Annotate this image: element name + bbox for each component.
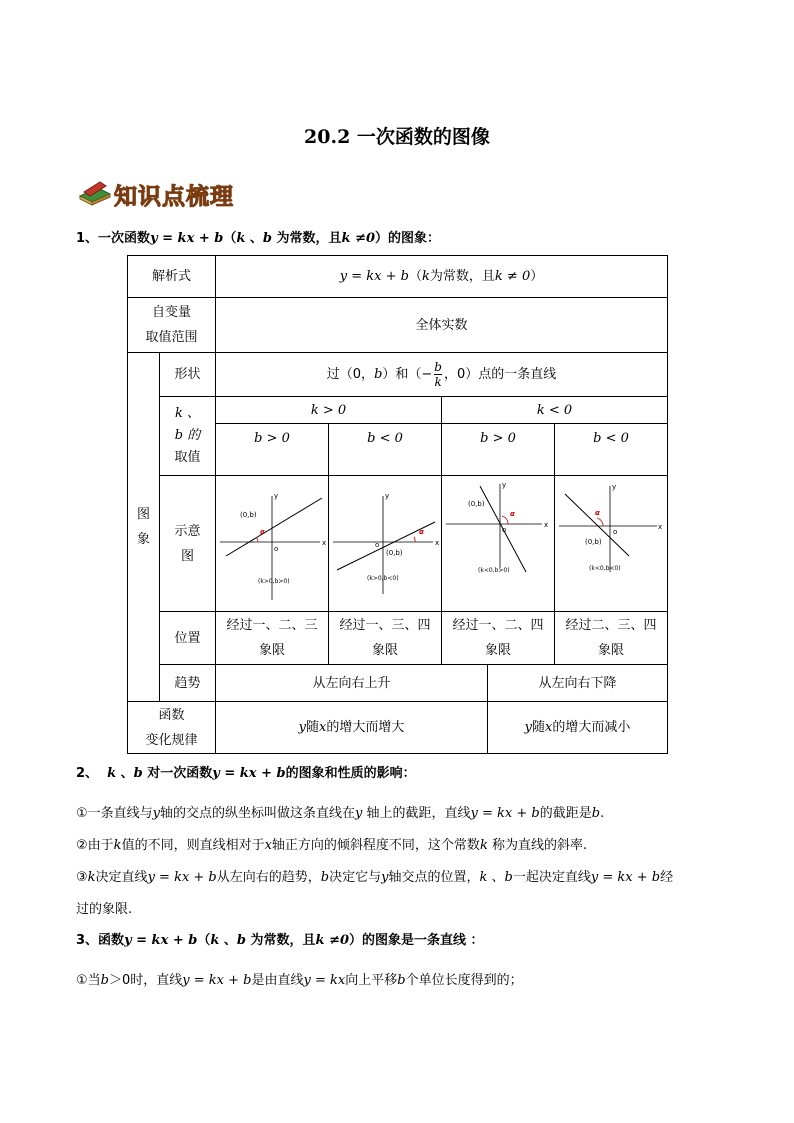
- cell-trend-up: 从左向右上升: [216, 665, 488, 702]
- item-text: ＞0时，直线: [109, 973, 183, 988]
- cell-trend-down: 从左向右下降: [488, 665, 668, 702]
- expression-condition: k ≠ 0: [494, 269, 531, 284]
- item-var: b: [100, 973, 109, 988]
- graph-caption: (k<0,b<0): [589, 565, 621, 572]
- position-4-line1: 经过二、三、四: [565, 618, 657, 633]
- graph-label-line1: 图: [136, 507, 150, 522]
- item-text: 决定直线: [95, 870, 148, 885]
- x-axis-label: x: [658, 523, 663, 531]
- section-3-b: b: [236, 933, 247, 948]
- section-2-tail: 的图象和性质的影响：: [285, 766, 416, 781]
- fraction-numerator: b: [434, 360, 442, 374]
- diagram-label-line1: 示意: [174, 523, 201, 539]
- item-2-1: [76, 802, 604, 821]
- rule-inc-end: 的增大而增大: [326, 720, 405, 735]
- item-var: b: [504, 870, 513, 885]
- cell-graph-1: [216, 476, 329, 612]
- section-2-mid: 对一次函数: [142, 766, 213, 781]
- origin-label: o: [613, 528, 618, 536]
- x-axis-label: x: [435, 539, 440, 547]
- alpha-label: α: [419, 528, 424, 536]
- cell-position-3: [442, 612, 555, 665]
- cell-position-1: [216, 612, 329, 665]
- item-text: 经: [660, 870, 674, 885]
- cell-domain-value: 全体实数: [216, 298, 668, 353]
- item-var: b: [397, 973, 406, 988]
- section-3-pre: 函数: [98, 933, 125, 948]
- rule-dec-mid: 随: [532, 720, 546, 735]
- cell-expression-value: [216, 256, 668, 298]
- rule-label-line2: 变化规律: [145, 732, 198, 748]
- domain-label-line2: 取值范围: [145, 330, 198, 345]
- rule-label-line1: 函数: [158, 707, 185, 723]
- cell-rule-label: [128, 702, 216, 754]
- x-axis-label: x: [544, 521, 549, 529]
- item-2-2: [76, 834, 587, 853]
- section-3-k: k: [210, 933, 220, 948]
- position-4-line2: 象限: [598, 643, 625, 658]
- graph-kneg-bneg: [557, 476, 665, 602]
- item-var: k: [479, 870, 488, 885]
- angle-arc: [597, 518, 603, 526]
- graph-kpos-bpos: [218, 476, 326, 602]
- item-var: y: [152, 806, 161, 821]
- cell-b-negative-2: b < 0: [555, 424, 668, 476]
- item-var: y: [355, 806, 363, 821]
- cell-b-positive-2: b > 0: [442, 424, 555, 476]
- cell-graph-2: [329, 476, 442, 612]
- rule-inc-x: x: [319, 720, 327, 735]
- section-1-tail: ）的图象：: [375, 231, 441, 246]
- rule-inc-y: y: [298, 720, 306, 735]
- section-2-heading: [76, 762, 416, 781]
- expression-close: ）: [530, 269, 544, 284]
- intercept-label: (0,b): [468, 500, 485, 508]
- item-var: x: [264, 838, 272, 853]
- table-row: [128, 353, 668, 397]
- item-text: 称为直线的斜率.: [487, 838, 588, 853]
- alpha-label: α: [260, 528, 265, 536]
- cell-position-2: [329, 612, 442, 665]
- diagram-label-line2: 图: [181, 548, 195, 564]
- shape-b: b: [374, 367, 383, 382]
- table-row: [128, 298, 668, 353]
- cell-shape-label: 形状: [160, 353, 216, 397]
- y-axis-label: y: [502, 481, 507, 489]
- position-1-line1: 经过一、二、三: [226, 618, 318, 633]
- cell-graph-3: [442, 476, 555, 612]
- item-2-3-continued: 过的象限.: [76, 902, 133, 917]
- item-var: y: [381, 870, 389, 885]
- position-2-line2: 象限: [372, 643, 399, 658]
- item-marker: ①: [76, 973, 88, 988]
- item-var: k: [113, 838, 122, 853]
- item-marker: ③: [76, 870, 88, 885]
- item-var: b: [591, 806, 601, 821]
- section-3-condition: k ≠0: [315, 933, 350, 948]
- section-2-number: 2、: [76, 766, 99, 781]
- table-row: [128, 256, 668, 298]
- table-row: [128, 397, 668, 424]
- angle-arc: [502, 516, 508, 524]
- item-text: 是由直线: [251, 973, 304, 988]
- alpha-label: α: [510, 510, 515, 518]
- section-3-number: 3、: [76, 933, 99, 948]
- item-2-3: [76, 866, 673, 885]
- item-text: 轴正方向的倾斜程度不同，这个常数: [271, 838, 480, 853]
- section-2-b: b: [133, 766, 143, 781]
- shape-mid: ）和（−: [382, 367, 433, 382]
- section-3-constants: 为常数，且: [246, 933, 316, 948]
- section-1-condition: k ≠0: [341, 231, 376, 246]
- book-icon: [78, 178, 112, 206]
- section-1-sep: 、: [245, 231, 263, 246]
- origin-label: o: [375, 541, 380, 549]
- cell-k-positive: k > 0: [216, 397, 442, 424]
- expression-k: k: [422, 269, 430, 284]
- position-1-line2: 象限: [259, 643, 286, 658]
- graph-caption: (k>0,b>0): [258, 578, 290, 585]
- shape-pre: 过（0，: [326, 367, 375, 382]
- item-text: 一起决定直线: [512, 870, 591, 885]
- item-formula: y = kx: [303, 973, 346, 988]
- item-formula: y = kx + b: [590, 870, 661, 885]
- item-marker: ②: [76, 838, 88, 853]
- section-3-sep: 、: [219, 933, 237, 948]
- kb-label-line2: b 的: [174, 428, 201, 443]
- intercept-label: (0,b): [585, 538, 602, 546]
- section-3-formula: y = kx + b: [124, 933, 198, 948]
- angle-arc: [257, 538, 259, 543]
- item-formula: y = kx + b: [470, 806, 540, 821]
- item-text: 决定它与: [329, 870, 382, 885]
- origin-label: o: [274, 545, 279, 553]
- y-axis-label: y: [274, 492, 279, 500]
- fraction-denominator: k: [434, 375, 442, 389]
- cell-graph-label: [128, 353, 160, 702]
- item-text: 、: [487, 870, 505, 885]
- table-row: [128, 612, 668, 665]
- item-var: k: [479, 838, 488, 853]
- kb-label-line1: k 、: [175, 406, 201, 421]
- x-axis-label: x: [322, 539, 327, 547]
- section-1-pre: 一次函数: [98, 231, 151, 246]
- cell-k-negative: k < 0: [442, 397, 668, 424]
- section-1-b: b: [262, 231, 273, 246]
- cell-b-negative-1: b < 0: [329, 424, 442, 476]
- cell-kb-label: [160, 397, 216, 476]
- item-text: 值的不同，则直线相对于: [121, 838, 265, 853]
- y-axis-label: y: [385, 492, 390, 500]
- function-graph-table: [127, 255, 668, 754]
- kb-label-line3: 取值: [174, 450, 201, 465]
- section-2-sep: 、: [116, 766, 134, 781]
- item-marker: ①: [76, 806, 88, 821]
- position-3-line1: 经过一、二、四: [452, 618, 544, 633]
- item-text: 轴交点的位置，: [388, 870, 480, 885]
- graph-label-line2: 象: [136, 532, 150, 547]
- expression-note: 为常数，且: [429, 269, 495, 284]
- item-formula: y = kx + b: [147, 870, 217, 885]
- item-text: 当: [87, 973, 101, 988]
- section-1-k: k: [236, 231, 246, 246]
- cell-diagram-label: [160, 476, 216, 612]
- item-text: 由于: [87, 838, 114, 853]
- item-var: k: [87, 870, 96, 885]
- graph-caption: (k>0,b<0): [367, 575, 399, 582]
- item-text: .: [600, 806, 605, 821]
- expression-formula: y = kx + b: [339, 269, 409, 284]
- table-row: [128, 476, 668, 612]
- rule-dec-end: 的增大而减小: [552, 720, 631, 735]
- graph-kneg-bpos: [444, 476, 552, 602]
- item-formula: y = kx + b: [182, 973, 252, 988]
- position-2-line1: 经过一、三、四: [339, 618, 431, 633]
- section-1-constants: 为常数，且: [272, 231, 342, 246]
- shape-post: ，0）点的一条直线: [443, 367, 557, 382]
- cell-rule-decrease: [488, 702, 668, 754]
- graph-kpos-bneg: [331, 476, 439, 602]
- cell-b-positive-1: b > 0: [216, 424, 329, 476]
- table-row: [128, 665, 668, 702]
- section-1-formula: y = kx + b: [150, 231, 224, 246]
- item-3-1: [76, 969, 523, 988]
- table-row: [128, 702, 668, 754]
- cell-graph-4: [555, 476, 668, 612]
- section-2-formula: y = kx + b: [212, 766, 286, 781]
- y-axis-label: y: [612, 483, 617, 491]
- angle-arc: [414, 537, 415, 542]
- fraction-b-over-k: [434, 360, 442, 389]
- section-1-open: （: [223, 231, 237, 246]
- graph-caption: (k<0,b>0): [478, 567, 510, 574]
- section-2-k: k: [107, 766, 117, 781]
- section-3-tail: ）的图象是一条直线 ：: [349, 933, 484, 948]
- origin-label: o: [502, 526, 507, 534]
- cell-domain-label: [128, 298, 216, 353]
- intercept-label: (0,b): [240, 511, 257, 519]
- cell-position-label: 位置: [160, 612, 216, 665]
- item-text: 从左向右的趋势，: [216, 870, 321, 885]
- intercept-label: (0,b): [386, 549, 403, 557]
- page-title: 20.2 一次函数的图像: [304, 126, 490, 148]
- cell-trend-label: 趋势: [160, 665, 216, 702]
- position-3-line2: 象限: [485, 643, 512, 658]
- item-text: 一条直线与: [87, 806, 153, 821]
- alpha-label: α: [595, 509, 600, 517]
- rule-dec-y: y: [524, 720, 533, 735]
- graph-line: [565, 494, 629, 556]
- rule-inc-mid: 随: [306, 720, 320, 735]
- cell-position-4: [555, 612, 668, 665]
- item-text: 个单位长度得到的；: [405, 973, 523, 988]
- item-text: 轴上的截距，直线: [362, 806, 471, 821]
- section-3-open: （: [197, 933, 211, 948]
- rule-dec-x: x: [545, 720, 553, 735]
- section-1-number: 1、: [76, 231, 99, 246]
- item-text: 的截距是: [539, 806, 592, 821]
- cell-shape-value: [216, 353, 668, 397]
- section-3-heading: [76, 929, 484, 948]
- cell-expression-label: 解析式: [128, 256, 216, 298]
- section-1-heading: [76, 227, 440, 246]
- item-text: 轴的交点的纵坐标叫做这条直线在: [160, 806, 356, 821]
- banner-text: 知识点梳理: [114, 184, 234, 210]
- item-text: 向上平移: [345, 973, 398, 988]
- cell-rule-increase: [216, 702, 488, 754]
- item-var: b: [320, 870, 330, 885]
- domain-label-line1: 自变量: [152, 305, 192, 320]
- expression-open: （: [409, 269, 423, 284]
